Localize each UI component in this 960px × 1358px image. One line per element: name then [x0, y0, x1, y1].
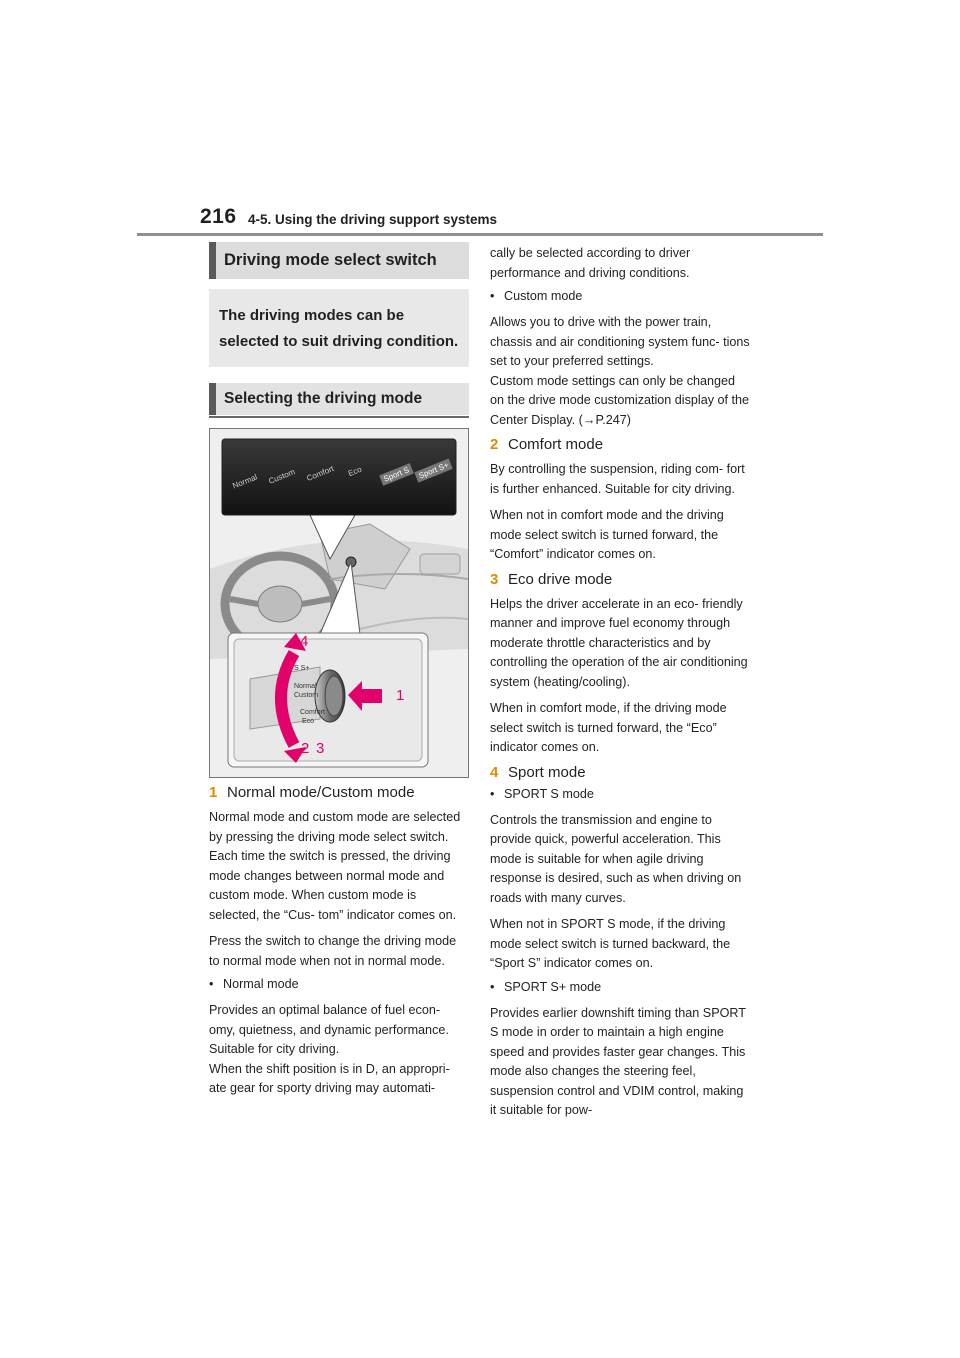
lead-box: The driving modes can be selected to suit driving condition.: [209, 289, 469, 367]
custom-mode-paragraph: Allows you to drive with the power train, chassis and air conditioning system func- tions set to your preferred settings.: [490, 315, 750, 368]
item-3-heading: [490, 571, 750, 588]
item-4-number: 4: [490, 763, 499, 781]
subsection-title: Selecting the driving mode: [224, 390, 423, 407]
item-2-title: Comfort mode: [508, 436, 604, 453]
switch-label-custom: Custom: [294, 692, 319, 699]
mode-label-sport-s: Sport S: [379, 463, 413, 485]
switch-label-eco: Eco: [302, 718, 315, 725]
subsection-divider: [209, 416, 469, 418]
continued-paragraph: cally be selected according to driver performance and driving conditions.: [490, 246, 691, 280]
item-1-number: 1: [209, 784, 218, 801]
item-4-heading: [490, 764, 750, 781]
item-4-paragraph: When not in SPORT S mode, if the driving mode select switch is turned backward, the “Sport S” indicator comes on.: [490, 917, 731, 970]
page-title: Driving mode select switch: [224, 251, 437, 269]
item-4-paragraph: Controls the transmission and engine to provide quick, powerful acceleration. This mode is suitable for when agile driving response is desired, such as when driving on roads with many curves.: [490, 812, 742, 905]
item-4-title: Sport mode: [508, 763, 586, 781]
section-title: 4-5. Using the driving support systems: [248, 212, 498, 227]
bullet-sport-s-mode: • SPORT S mode: [490, 785, 750, 804]
normal-mode-paragraph: When the shift position is in D, an appropri- ate gear for sporty driving may automati-: [209, 1061, 450, 1095]
item-2-heading: [490, 436, 750, 453]
item-4-paragraph: Provides earlier downshift timing than SPORT S mode in order to maintain a high engine speed and provides faster gear changes. This mode also changes the steering feel, suspension control and VDIM control, making it suitable for pow-: [490, 1005, 746, 1117]
item-2-paragraph: When not in comfort mode and the driving mode select switch is turned forward, the “Comfort” indicator comes on.: [490, 508, 724, 561]
item-1-title: Normal mode/Custom mode: [227, 784, 415, 801]
switch-label-normal: Normal: [294, 683, 317, 690]
item-1-paragraph: Normal mode and custom mode are selected by pressing the driving mode select switch. Each time the switch is pressed, the driving mode changes between normal mode and custom mode. When custom mode is selected, the “Cus- tom” indicator comes on.: [209, 810, 461, 922]
mode-label-sport-s-plus: Sport S+: [414, 458, 453, 482]
bullet-sport-s-plus-mode: • SPORT S+ mode: [490, 978, 750, 997]
callout-3: 3: [316, 740, 325, 757]
custom-mode-paragraph: Custom mode settings can only be changed on the drive mode customization display of the Center Display. (→P.247): [490, 373, 750, 427]
right-column: [490, 244, 750, 1121]
item-1-paragraph: Press the switch to change the driving mode to normal mode when not in normal mode.: [209, 934, 457, 968]
item-2-number: 2: [490, 436, 499, 453]
mode-label-normal: Normal: [231, 472, 259, 491]
normal-mode-paragraph: Provides an optimal balance of fuel econ- omy, quietness, and dynamic performance. Suitable for city driving.: [209, 1003, 449, 1056]
switch-label-comfort: Comfort: [300, 709, 325, 716]
switch-label-sport: S S+: [294, 665, 310, 672]
subsection-bar: [209, 383, 469, 415]
page-number: 216: [200, 205, 237, 228]
header-divider: [137, 233, 823, 236]
item-3-title: Eco drive mode: [508, 570, 613, 588]
item-3-paragraph: When in comfort mode, if the driving mode select switch is turned forward, the “Eco” indicator comes on.: [490, 701, 727, 754]
mode-label-eco: Eco: [346, 464, 363, 479]
callout-4: 4: [300, 633, 309, 650]
bullet-normal-mode: • Normal mode: [209, 975, 469, 994]
item-3-number: 3: [490, 570, 499, 588]
item-3-paragraph: Helps the driver accelerate in an eco- friendly manner and improve fuel economy through moderate throttle characteristics and by controlling the operation of the air conditioning system (heating/cooling).: [490, 596, 748, 689]
callout-1: 1: [396, 687, 405, 704]
callout-2: 2: [301, 740, 310, 757]
mode-label-comfort: Comfort: [305, 463, 336, 484]
bullet-custom-mode: • Custom mode: [490, 287, 750, 306]
title-bar: [209, 242, 469, 279]
item-2-paragraph: By controlling the suspension, riding com- fort is further enhanced. Suitable for city driving.: [490, 462, 745, 496]
item-1-heading: [209, 784, 469, 801]
left-column: [209, 242, 469, 1099]
mode-label-custom: Custom: [267, 467, 297, 486]
driving-mode-figure: [209, 428, 469, 778]
